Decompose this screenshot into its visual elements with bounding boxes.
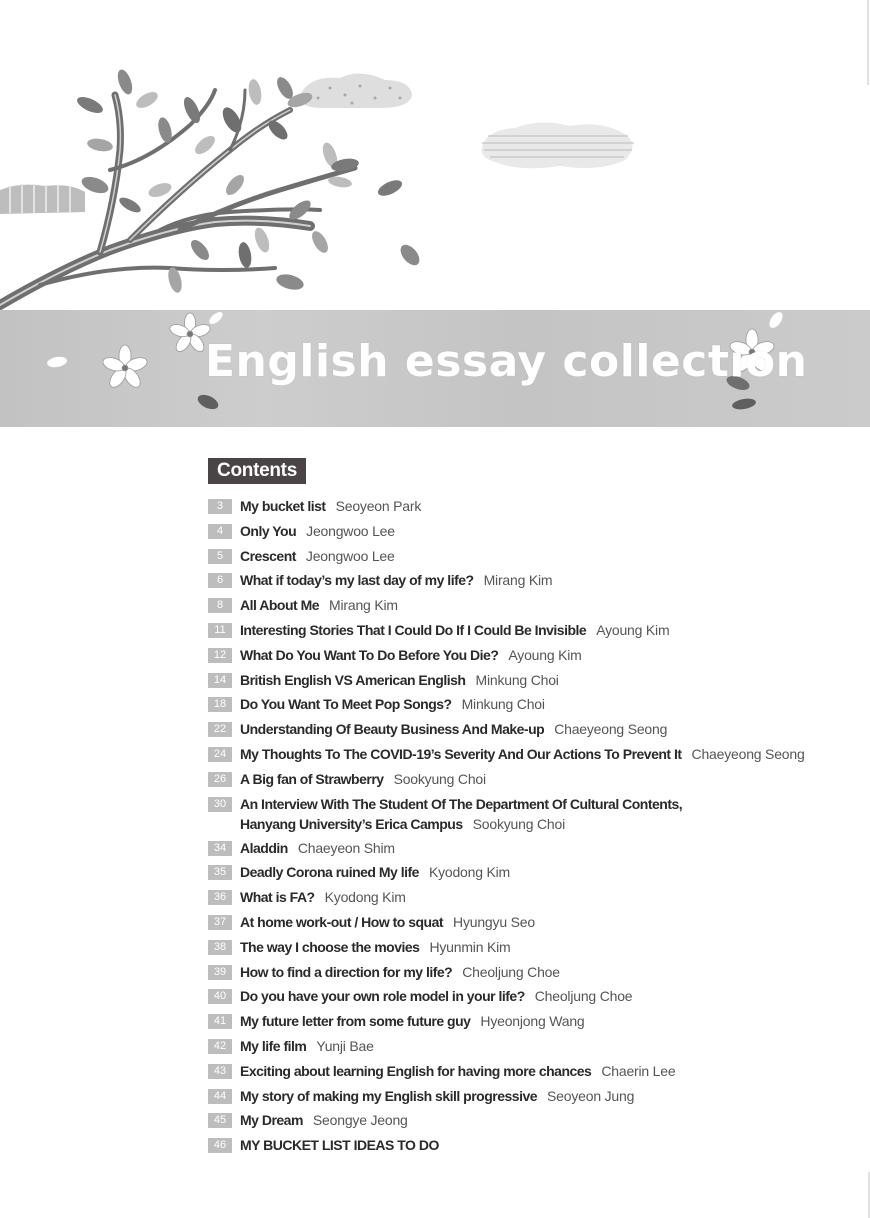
page-number-badge: 34 xyxy=(208,841,232,856)
page-number-badge: 12 xyxy=(208,648,232,663)
essay-author: Mirang Kim xyxy=(329,597,398,614)
toc-entry[interactable] xyxy=(208,643,848,668)
toc-entry-text xyxy=(240,960,560,985)
toc-entry[interactable] xyxy=(208,792,848,836)
essay-author: Hyeonjong Wang xyxy=(480,1013,585,1030)
page-number-badge: 44 xyxy=(208,1089,232,1104)
toc-entry-text xyxy=(240,568,552,593)
essay-title: My story of making my English skill progressive xyxy=(240,1087,538,1104)
essay-title: My future letter from some future guy xyxy=(240,1013,471,1030)
toc-entry-text xyxy=(240,885,406,910)
toc-entry-text xyxy=(240,860,510,885)
toc-entry[interactable] xyxy=(208,1034,848,1059)
toc-entry[interactable] xyxy=(208,767,848,792)
essay-author: Seongye Jeong xyxy=(312,1112,408,1129)
page-number-badge: 39 xyxy=(208,965,232,980)
toc-entry[interactable] xyxy=(208,494,848,519)
essay-title: Deadly Corona ruined My life xyxy=(240,864,419,881)
page-number-badge: 40 xyxy=(208,989,232,1004)
page-number-badge: 41 xyxy=(208,1014,232,1029)
toc-entry-text xyxy=(240,643,582,668)
toc-entry-text xyxy=(240,618,669,643)
essay-author: Chaeyeong Seong xyxy=(554,721,668,738)
dotted-cloud-icon xyxy=(300,73,412,108)
essay-title: What if today’s my last day of my life? xyxy=(240,572,474,589)
essay-title: What is FA? xyxy=(240,889,315,906)
toc-entry[interactable] xyxy=(208,910,848,935)
essay-author: Ayoung Kim xyxy=(508,646,582,663)
toc-entry-text xyxy=(240,593,398,618)
toc-entry-text-line2 xyxy=(240,812,565,837)
essay-title: How to find a direction for my life? xyxy=(240,963,453,980)
page-number-badge: 30 xyxy=(208,797,232,812)
toc-entry-text xyxy=(240,1009,585,1034)
essay-title: At home work-out / How to squat xyxy=(240,913,444,930)
essay-title: Understanding Of Beauty Business And Make-up xyxy=(240,721,545,738)
essay-author: Chaeyeon Shim xyxy=(297,839,395,856)
toc-entry-text xyxy=(240,935,511,960)
essay-title: Do you have your own role model in your life? xyxy=(240,988,525,1005)
toc-entry[interactable] xyxy=(208,593,848,618)
toc-entry[interactable] xyxy=(208,1084,848,1109)
essay-title: British English VS American English xyxy=(240,671,466,688)
essay-author: Minkung Choi xyxy=(461,696,545,713)
essay-author: Hyunmin Kim xyxy=(429,938,511,955)
essay-author: Jeongwoo Lee xyxy=(305,547,395,564)
toc-entry-text xyxy=(240,742,805,767)
essay-title-continued: Hanyang University’s Erica Campus xyxy=(240,815,463,832)
essay-author: Hyungyu Seo xyxy=(453,913,535,930)
page-number-badge: 11 xyxy=(208,623,232,638)
essay-author: Seoyeon Park xyxy=(335,498,422,514)
essay-author: Jeongwoo Lee xyxy=(306,522,395,539)
toc-entry-text xyxy=(240,717,667,742)
page-number-badge: 14 xyxy=(208,673,232,688)
essay-title: My Thoughts To The COVID-19’s Severity And Our Actions To Prevent It xyxy=(240,745,682,762)
page-number-badge: 46 xyxy=(208,1138,232,1153)
striped-hill-icon xyxy=(0,184,85,214)
essay-title: Only You xyxy=(240,522,297,539)
table-of-contents xyxy=(208,494,848,1158)
toc-entry[interactable] xyxy=(208,1133,848,1158)
toc-entry[interactable] xyxy=(208,544,848,569)
essay-title: All About Me xyxy=(240,597,320,614)
toc-entry-text xyxy=(240,544,395,569)
toc-entry-text xyxy=(240,767,486,792)
toc-entry-text xyxy=(240,692,545,717)
toc-entry[interactable] xyxy=(208,885,848,910)
page-number-badge: 35 xyxy=(208,865,232,880)
contents-heading: Contents xyxy=(208,458,306,484)
essay-title: My Dream xyxy=(240,1112,303,1129)
page-number-badge: 37 xyxy=(208,915,232,930)
tree-illustration xyxy=(0,0,870,310)
essay-title: My life film xyxy=(240,1037,307,1054)
page-number-badge: 36 xyxy=(208,890,232,905)
page-number-badge: 38 xyxy=(208,940,232,955)
page-number-badge: 18 xyxy=(208,697,232,712)
toc-entry-text xyxy=(240,1084,634,1109)
toc-entry-text xyxy=(240,494,421,519)
page-number-badge: 6 xyxy=(208,573,232,588)
essay-author: Kyodong Kim xyxy=(324,889,406,906)
essay-title: Interesting Stories That I Could Do If I Could Be Invisible xyxy=(240,621,587,638)
toc-entry[interactable] xyxy=(208,519,848,544)
toc-entry[interactable] xyxy=(208,568,848,593)
essay-author: Chaeyeong Seong xyxy=(691,745,805,762)
page-number-badge: 3 xyxy=(208,499,232,514)
toc-entry-text xyxy=(240,1059,675,1084)
toc-entry[interactable] xyxy=(208,836,848,861)
essay-author: Mirang Kim xyxy=(483,572,553,589)
essay-title: Do You Want To Meet Pop Songs? xyxy=(240,696,452,713)
page-number-badge: 5 xyxy=(208,549,232,564)
essay-title: What Do You Want To Do Before You Die? xyxy=(240,646,499,663)
essay-author: Minkung Choi xyxy=(475,671,559,688)
toc-entry-text xyxy=(240,836,395,861)
page-number-badge: 43 xyxy=(208,1064,232,1079)
essay-author: Ayoung Kim xyxy=(596,621,670,638)
banner-title: English essay collection xyxy=(205,336,808,387)
essay-title: The way I choose the movies xyxy=(240,938,420,955)
toc-entry[interactable] xyxy=(208,984,848,1009)
toc-entry[interactable] xyxy=(208,1059,848,1084)
toc-entry[interactable] xyxy=(208,935,848,960)
toc-entry[interactable] xyxy=(208,692,848,717)
essay-title: Crescent xyxy=(240,547,296,564)
toc-entry-text xyxy=(240,1133,439,1158)
page-number-badge: 24 xyxy=(208,747,232,762)
toc-entry-text xyxy=(240,910,535,935)
toc-entry-text xyxy=(240,519,395,544)
page-number-badge: 4 xyxy=(208,524,232,539)
striped-cloud-icon xyxy=(482,122,634,168)
essay-title: My bucket list xyxy=(240,498,326,514)
toc-entry-text xyxy=(240,1108,408,1133)
page-number-badge: 8 xyxy=(208,598,232,613)
toc-entry-text xyxy=(240,984,632,1009)
toc-entry[interactable] xyxy=(208,717,848,742)
essay-author: Sookyung Choi xyxy=(393,770,486,787)
toc-entry[interactable] xyxy=(208,742,848,767)
essay-title: A Big fan of Strawberry xyxy=(240,770,384,787)
toc-entry[interactable] xyxy=(208,960,848,985)
toc-entry[interactable] xyxy=(208,1009,848,1034)
essay-author: Cheoljung Choe xyxy=(534,988,633,1005)
essay-author: Seoyeon Jung xyxy=(547,1087,635,1104)
essay-author: Yunji Bae xyxy=(316,1037,374,1054)
essay-author: Cheoljung Choe xyxy=(462,963,560,980)
page-number-badge: 45 xyxy=(208,1113,232,1128)
essay-author: Sookyung Choi xyxy=(472,815,565,832)
toc-entry-text xyxy=(240,1034,374,1059)
essay-title: Aladdin xyxy=(240,839,288,856)
toc-entry[interactable] xyxy=(208,618,848,643)
page-number-badge: 42 xyxy=(208,1039,232,1054)
toc-entry[interactable] xyxy=(208,1108,848,1133)
title-banner xyxy=(0,310,870,427)
essay-author: Kyodong Kim xyxy=(428,864,511,881)
essay-title: MY BUCKET LIST IDEAS TO DO xyxy=(240,1137,439,1154)
essay-title: An Interview With The Student Of The Department Of Cultural Contents, xyxy=(240,795,683,812)
page-number-badge: 26 xyxy=(208,772,232,787)
essay-author: Chaerin Lee xyxy=(601,1062,676,1079)
toc-entry[interactable] xyxy=(208,860,848,885)
essay-title: Exciting about learning English for having more chances xyxy=(240,1062,592,1079)
page-number-badge: 22 xyxy=(208,722,232,737)
toc-entry[interactable] xyxy=(208,668,848,693)
toc-entry-text xyxy=(240,668,559,693)
